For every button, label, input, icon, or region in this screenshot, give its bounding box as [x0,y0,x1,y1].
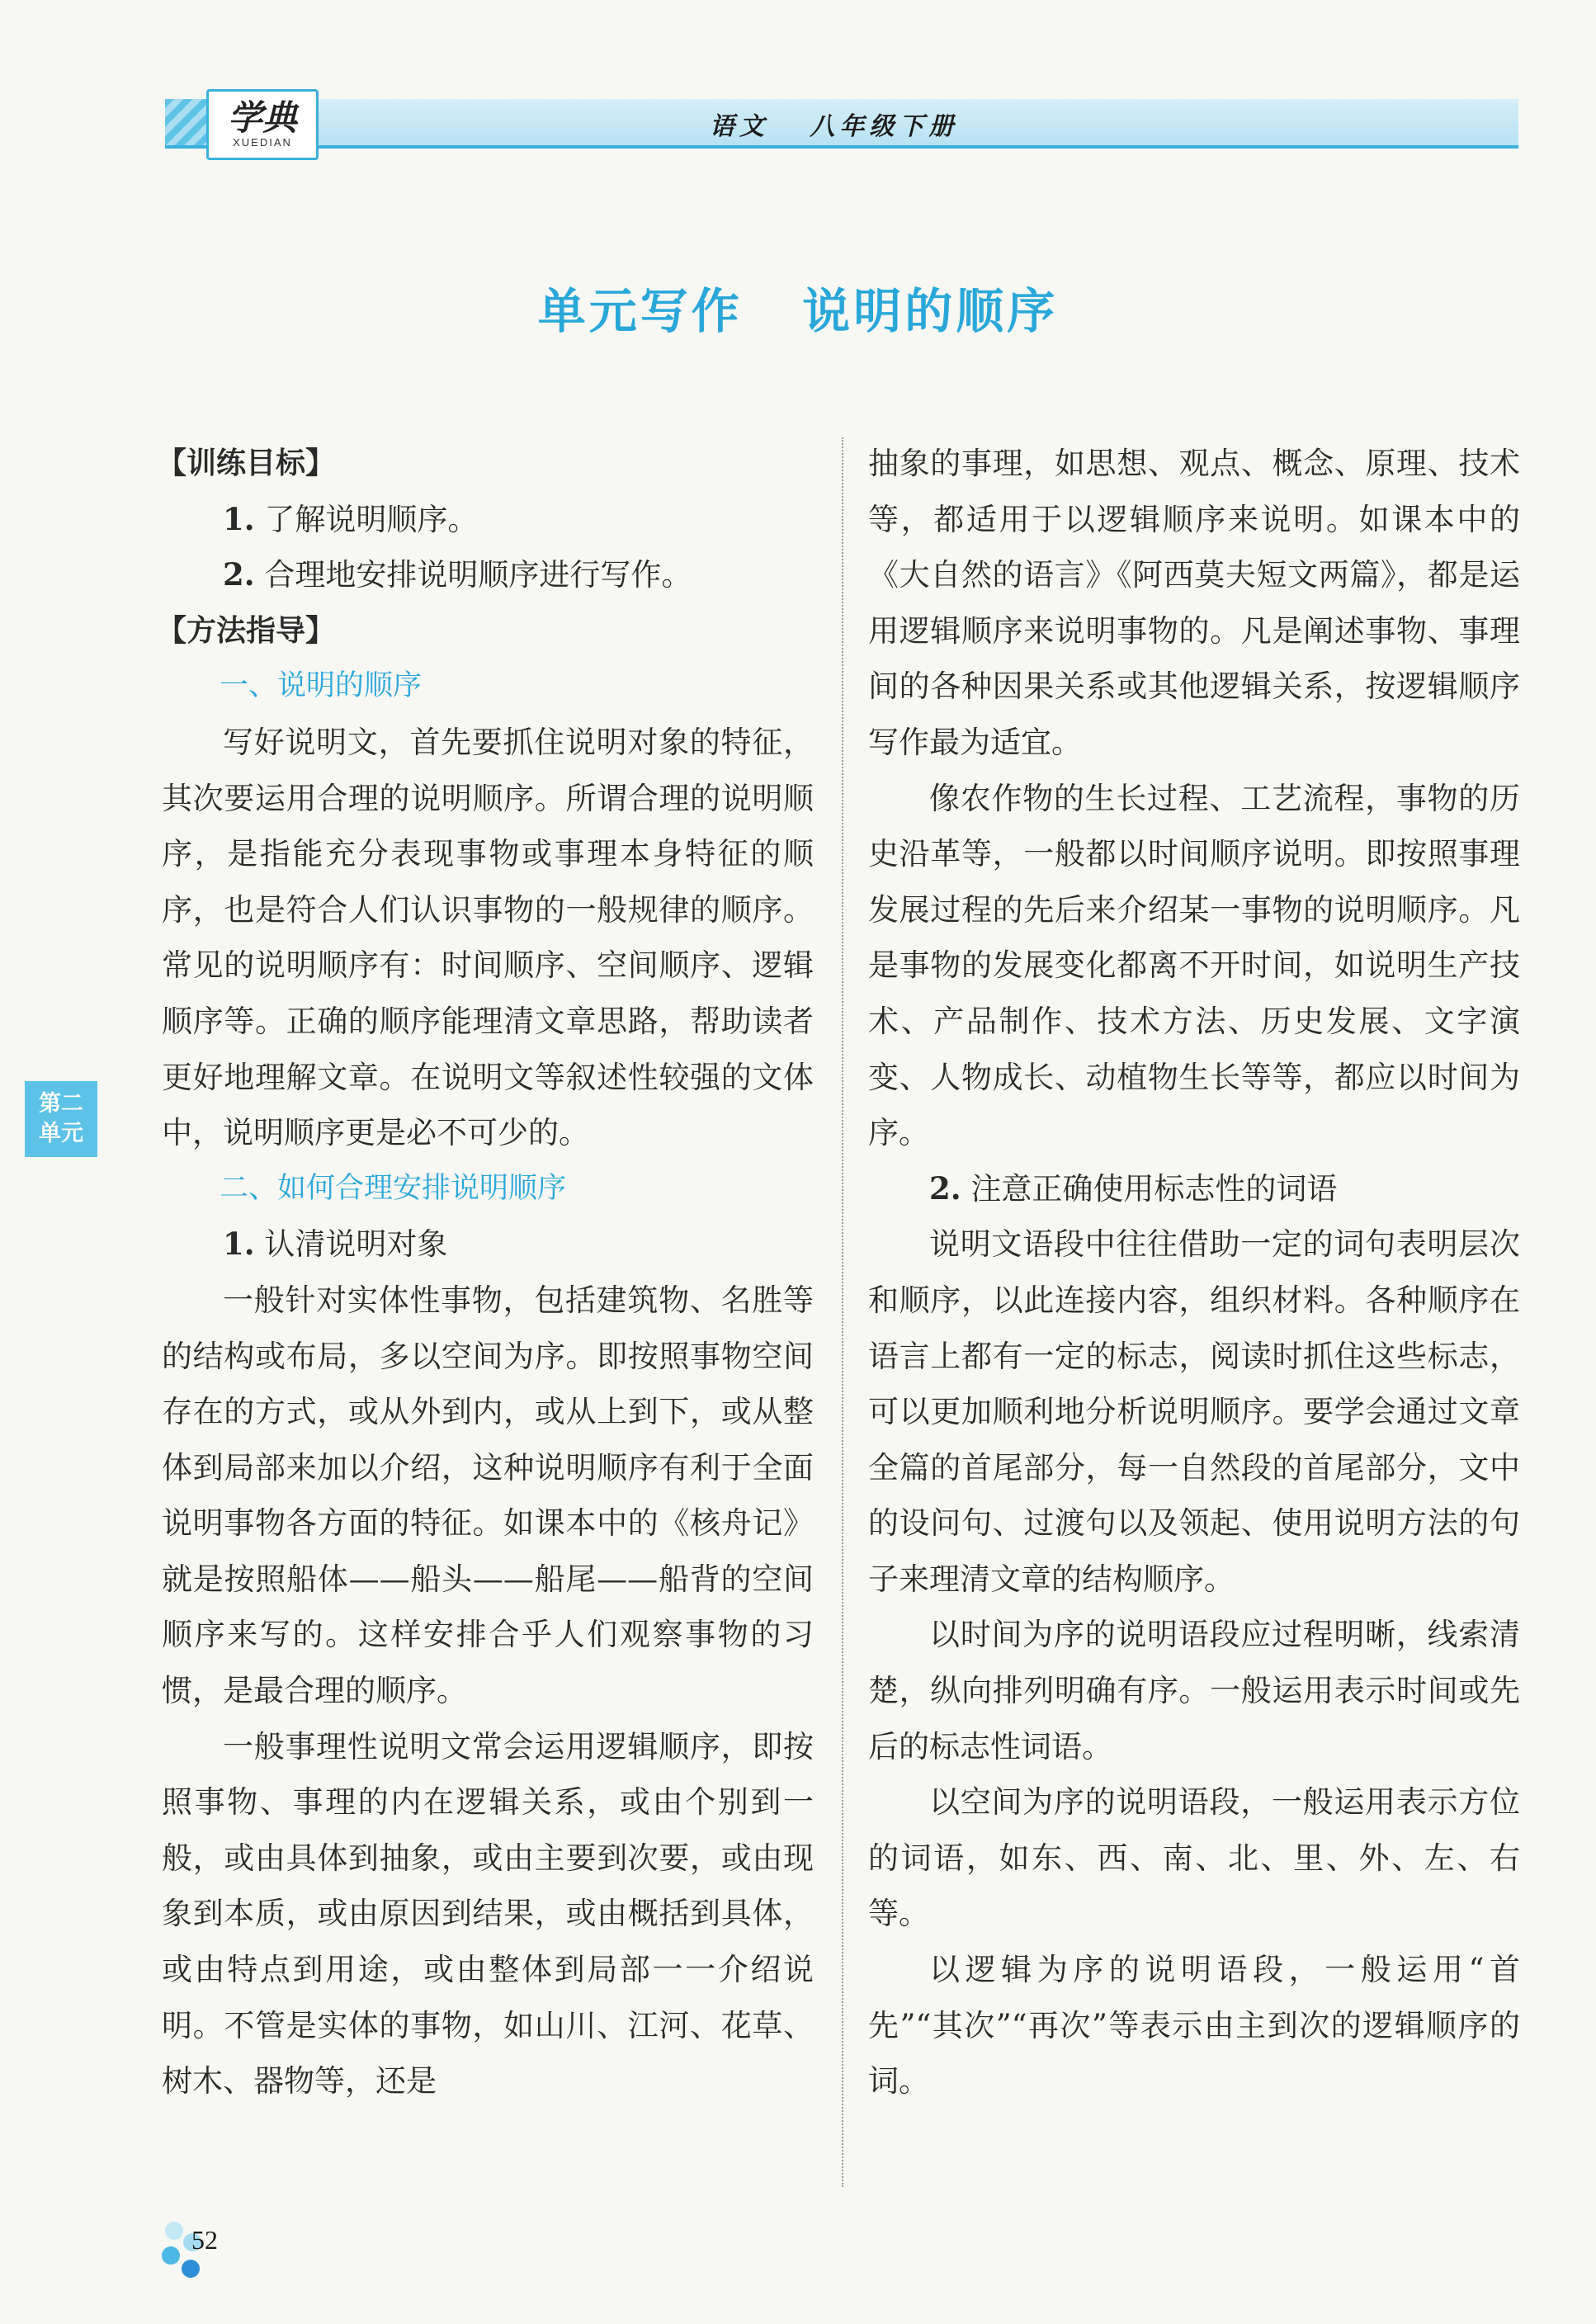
paragraph-text: 了解说明顺序。 [264,501,479,537]
paragraph [868,1942,1520,2109]
section-heading [157,603,814,659]
unit-side-tab [25,1081,97,1157]
paragraph [868,771,1520,1161]
subsection-heading [162,1161,814,1217]
paragraph-text: 抽象的事理，如思想、观点、概念、原理、技术等，都适用于以逻辑顺序来说明。如课本中的《大自然的语言》《阿西莫夫短文两篇》，都是运用逻辑顺序来说明事物的。凡是阐述事物、事理间的各种因果关系或其他逻辑关系，按逻辑顺序写作最为适宜。 [868,446,1520,760]
paragraph-text: 认清说明对象 [264,1226,448,1263]
item-number: 1. [223,1226,255,1263]
header-rule [165,145,1518,149]
paragraph-text: 一、说明的顺序 [220,669,423,703]
page-title: 单元写作 说明的顺序 [537,283,1059,339]
footer-dot-icon [165,2222,183,2240]
item-number: 1. [223,500,255,537]
item-number: 2. [223,556,255,593]
subsection-heading [162,659,814,715]
paragraph-text: 【方法指导】 [157,613,336,648]
paragraph-text: 以逻辑为序的说明语段，一般运用“首先”“其次”“再次”等表示由主到次的逻辑顺序的词。 [868,1952,1520,2100]
paragraph-text: 一般针对实体性事物，包括建筑物、名胜等的结构或布局，多以空间为序。即按照事物空间存在的方式，或从外到内，或从上到下，或从整体到局部来加以介绍，这种说明顺序有利于全面说明事物各方面的特征。如课本中的《核舟记》就是按照船体——船头——船尾——船背的空间顺序来写的。这样安排合乎人们观察事物的习惯，是最合理的顺序。 [162,1282,814,1709]
item-number: 2. [929,1169,961,1207]
paragraph [162,1273,814,1719]
paragraph-text: 二、如何合理安排说明顺序 [220,1171,567,1205]
left-column [157,436,814,2109]
paragraph-text: 写好说明文，首先要抓住说明对象的特征，其次要运用合理的说明顺序。所谓合理的说明顺序，是指能充分表现事物或事理本身特征的顺序，也是符合人们认识事物的一般规律的顺序。常见的说明顺序有：时间顺序、空间顺序、逻辑顺序等。正确的顺序能理清文章思路，帮助读者更好地理解文章。在说明文等叙述性较强的文体中，说明顺序更是必不可少的。 [162,724,814,1151]
paragraph-text: 说明文语段中往往借助一定的词句表明层次和顺序，以此连接内容，组织材料。各种顺序在语言上都有一定的标志，阅读时抓住这些标志，可以更加顺利地分析说明顺序。要学会通过文章全篇的首尾部分，每一自然段的首尾部分，文中的设问句、过渡句以及领起、使用说明方法的句子来理清文章的结构顺序。 [868,1226,1520,1597]
numbered-item [868,1161,1520,1217]
side-tab-line-2: 单元 [39,1121,83,1146]
paragraph-text: 像农作物的生长过程、工艺流程，事物的历史沿革等，一般都以时间顺序说明。即按照事理发展过程的先后来介绍某一事物的说明顺序。凡是事物的发展变化都离不开时间，如说明生产技术、产品制作、技术方法、历史发展、文字演变、人物成长、动植物生长等等，都应以时间为序。 [868,780,1520,1151]
paragraph [162,1719,814,2109]
numbered-item [162,492,814,548]
page-number: 52 [191,2225,218,2255]
right-column [868,436,1520,2109]
logo-chinese: 学典 [227,97,297,138]
numbered-item [162,1216,814,1273]
paragraph [868,1216,1520,1607]
running-header: 语文 八年级下册 [710,112,959,141]
section-heading [157,436,814,492]
paragraph-text: 以空间为序的说明语段，一般运用表示方位的词语，如东、西、南、北、里、外、左、右等。 [868,1784,1520,1932]
paragraph [868,436,1520,771]
publisher-logo [206,89,319,160]
footer-dot-icon [182,2260,200,2278]
paragraph-text: 注意正确使用标志性的词语 [970,1170,1338,1207]
paragraph-text: 合理地安排说明顺序进行写作。 [264,557,692,593]
paragraph [868,1607,1520,1774]
footer-dot-icon [162,2246,180,2265]
paragraph [162,715,814,1161]
column-divider [842,437,843,2187]
paragraph [868,1774,1520,1942]
numbered-item [162,547,814,603]
paragraph-text: 以时间为序的说明语段应过程明晰，线索清楚，纵向排列明确有序。一般运用表示时间或先后的标志性词语。 [868,1617,1520,1764]
paragraph-text: 【训练目标】 [157,446,336,480]
side-tab-line-1: 第二 [39,1091,83,1117]
paragraph-text: 一般事理性说明文常会运用逻辑顺序，即按照事物、事理的内在逻辑关系，或由个别到一般，或由具体到抽象，或由主要到次要，或由现象到本质，或由原因到结果，或由概括到具体，或由特点到用途，或由整体到局部一一介绍说明。不管是实体的事物，如山川、江河、花草、树木、器物等，还是 [162,1728,814,2100]
logo-pinyin: XUEDIAN [233,136,292,149]
